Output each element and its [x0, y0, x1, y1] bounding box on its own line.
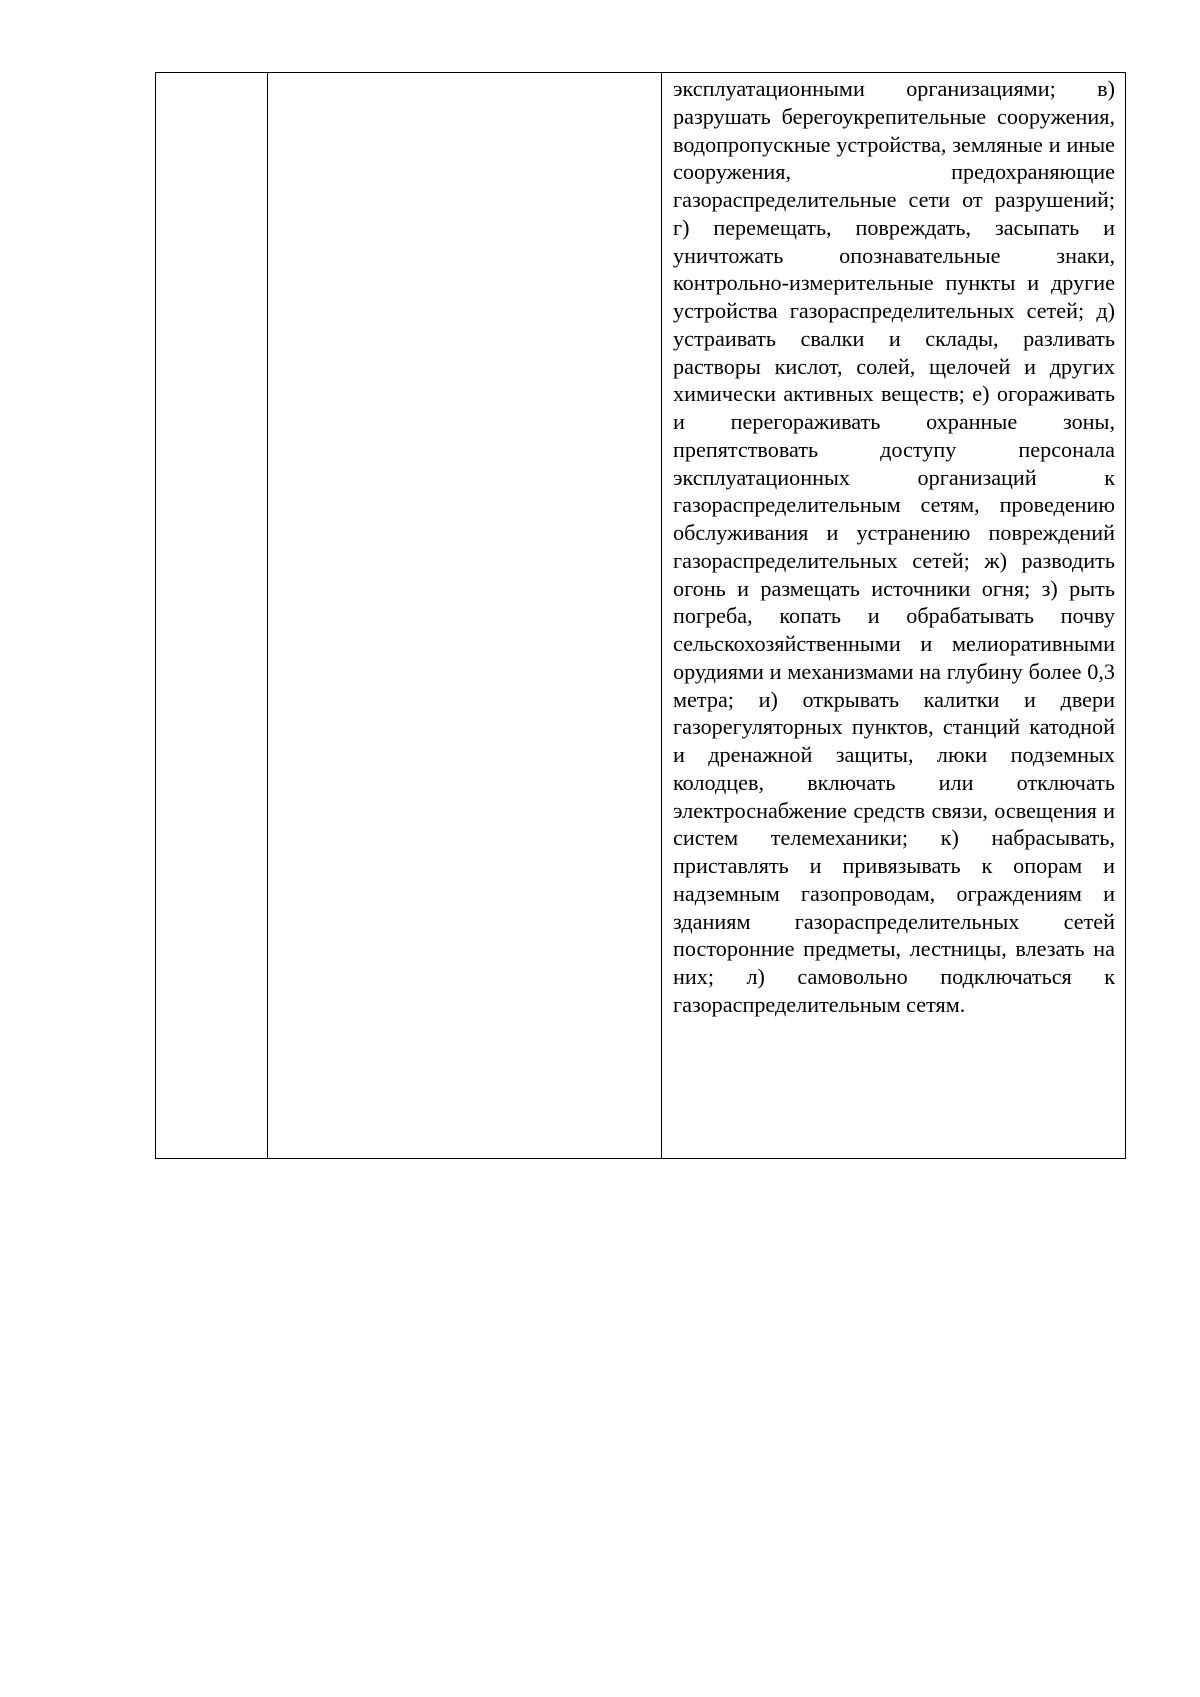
table-cell-col3: [673, 75, 1115, 1019]
table: [155, 72, 1126, 1159]
column-divider: [661, 73, 662, 1158]
column-divider: [267, 73, 268, 1158]
cell-paragraph: эксплуатационными организациями; в) разрушать берегоукрепительные сооружения, водопропускные устройства, земляные и иные сооружения, предохраняющие газораспределительные сети от разрушений; г) перемещать, повреждать, засыпать и уничтожать опознавательные знаки, контрольно-измерительные пункты и другие устройства газораспределительных сетей; д) устраивать свалки и склады, разливать растворы кислот, солей, щелочей и других химически активных веществ; е) огораживать и перегораживать охранные зоны, препятствовать доступу персонала эксплуатационных организаций к газораспределительным сетям, проведению обслуживания и устранению повреждений газораспределительных сетей; ж) разводить огонь и размещать источники огня; з) рыть погреба, копать и обрабатывать почву сельскохозяйственными и мелиоративными орудиями и механизмами на глубину более 0,3 метра; и) открывать калитки и двери газорегуляторных пунктов, станций катодной и дренажной защиты, люки подземных колодцев, включать или отключать электроснабжение средств связи, освещения и систем телемеханики; к) набрасывать, приставлять и привязывать к опорам и надземным газопроводам, ограждениям и зданиям газораспределительных сетей посторонние предметы, лестницы, влезать на них; л) самовольно подключаться к газораспределительным сетям.: [673, 76, 1115, 1017]
